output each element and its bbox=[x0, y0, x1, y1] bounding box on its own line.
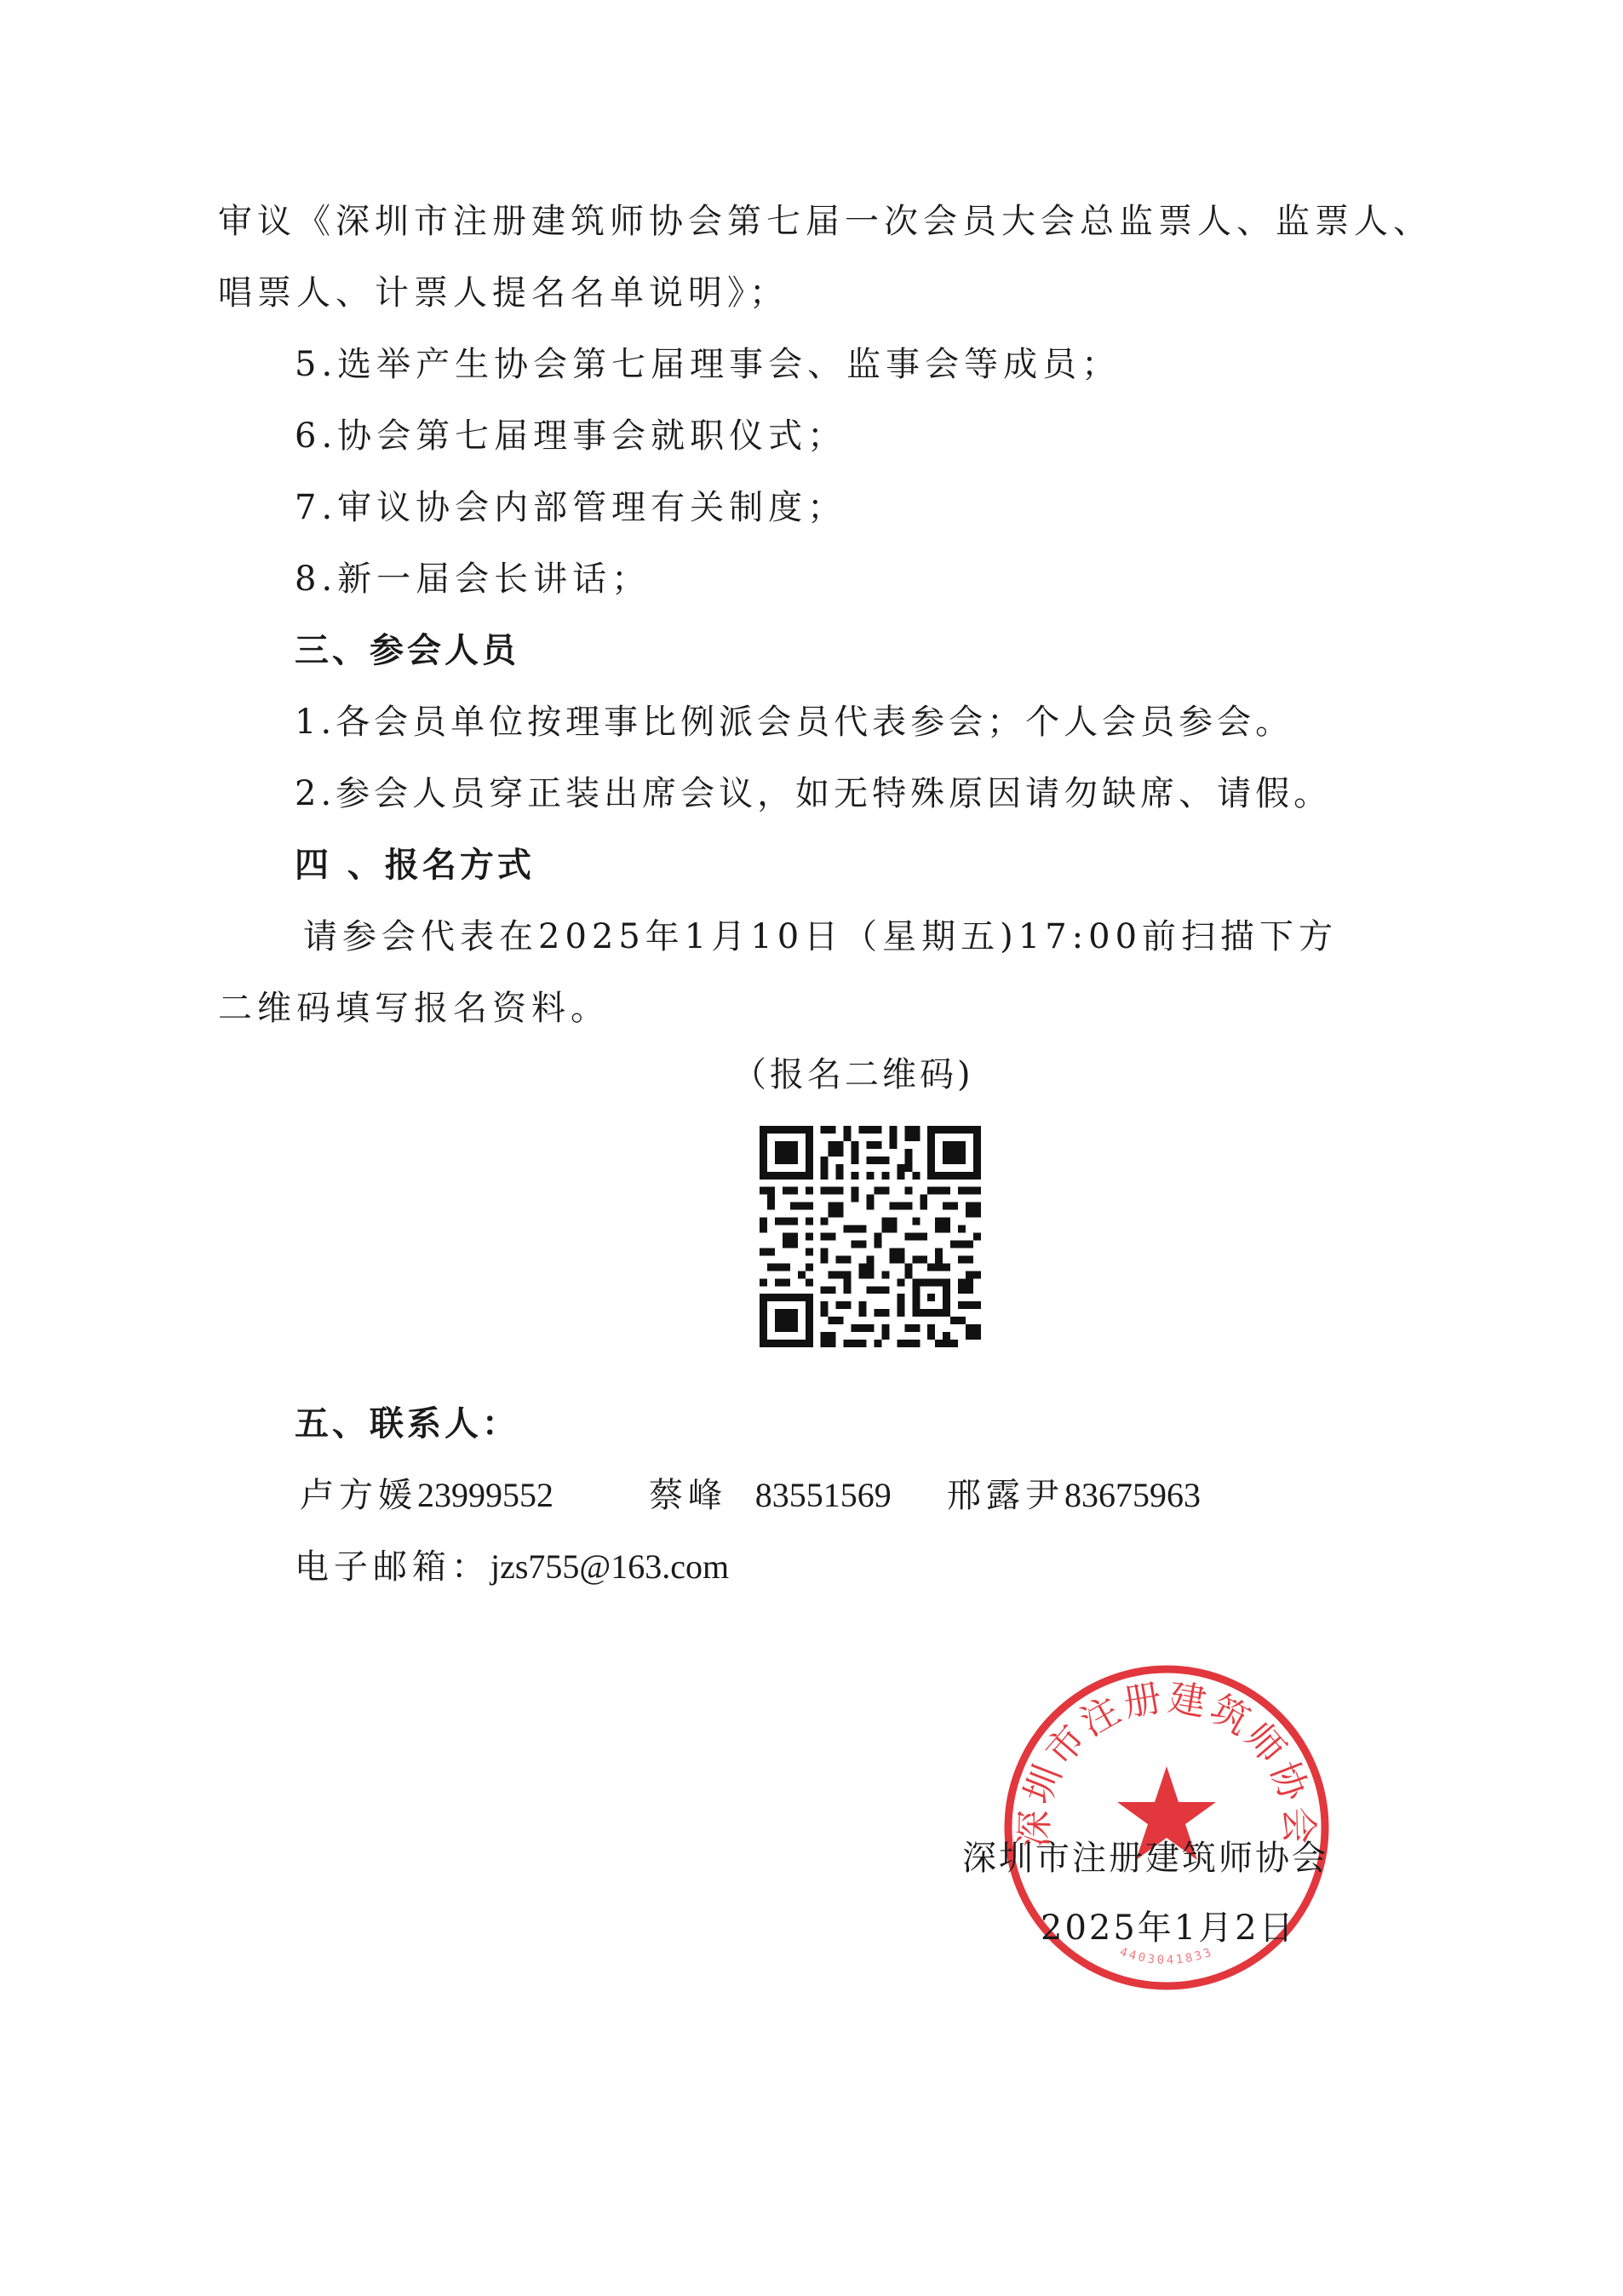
contact-phone: 83551569 bbox=[754, 1476, 892, 1514]
email-row bbox=[295, 1543, 729, 1591]
registration-qr-code[interactable] bbox=[760, 1126, 981, 1347]
agenda-item-5: 5.选举产生协会第七届理事会、监事会等成员； bbox=[295, 345, 1121, 384]
contact-phone: 83675963 bbox=[1064, 1476, 1201, 1514]
seal-text: 深圳市注册建筑师协会 bbox=[1012, 1675, 1321, 1848]
email-link[interactable]: jzs755@163.com bbox=[490, 1547, 730, 1586]
contact-name: 邢露尹 bbox=[947, 1476, 1064, 1515]
signature-org: 深圳市注册建筑师协会 bbox=[962, 1839, 1328, 1878]
attendee-item-1: 1.各会员单位按理事比例派会员代表参会；个人会员参会。 bbox=[295, 703, 1294, 742]
agenda-item-8: 8.新一届会长讲话； bbox=[295, 560, 651, 599]
paragraph-line: 审议《深圳市注册建筑师协会第七届一次会员大会总监票人、监票人、 bbox=[218, 202, 1432, 241]
section-heading-registration: 四 、报名方式 bbox=[295, 846, 535, 885]
section-heading-contacts: 五、联系人： bbox=[295, 1404, 519, 1444]
section-heading-attendees: 三、参会人员 bbox=[295, 631, 519, 670]
agenda-item-7: 7.审议协会内部管理有关制度； bbox=[295, 488, 847, 527]
registration-text: 请参会代表在2025年1月10日（星期五)17:00前扫描下方 bbox=[303, 917, 1339, 956]
attendee-item-2: 2.参会人员穿正装出席会议，如无特殊原因请勿缺席、请假。 bbox=[295, 774, 1333, 813]
contact-name: 蔡峰 bbox=[649, 1476, 743, 1515]
registration-text: 二维码填写报名资料。 bbox=[218, 989, 610, 1028]
contact-item bbox=[300, 1472, 553, 1519]
contact-name: 卢方媛 bbox=[300, 1476, 417, 1515]
contact-item bbox=[649, 1472, 892, 1519]
contact-list bbox=[300, 1472, 1322, 1519]
agenda-item-6: 6.协会第七届理事会就职仪式； bbox=[295, 416, 847, 456]
seal-code: 4403041833 bbox=[1117, 1945, 1216, 1968]
email-label: 电子邮箱： bbox=[295, 1547, 490, 1587]
contact-phone: 23999552 bbox=[417, 1476, 553, 1514]
paragraph-line: 唱票人、计票人提名名单说明》； bbox=[218, 273, 789, 313]
qr-caption: （报名二维码) bbox=[732, 1055, 974, 1094]
signature-date: 2025年1月2日 bbox=[1041, 1909, 1296, 1948]
contact-item bbox=[947, 1472, 1201, 1519]
